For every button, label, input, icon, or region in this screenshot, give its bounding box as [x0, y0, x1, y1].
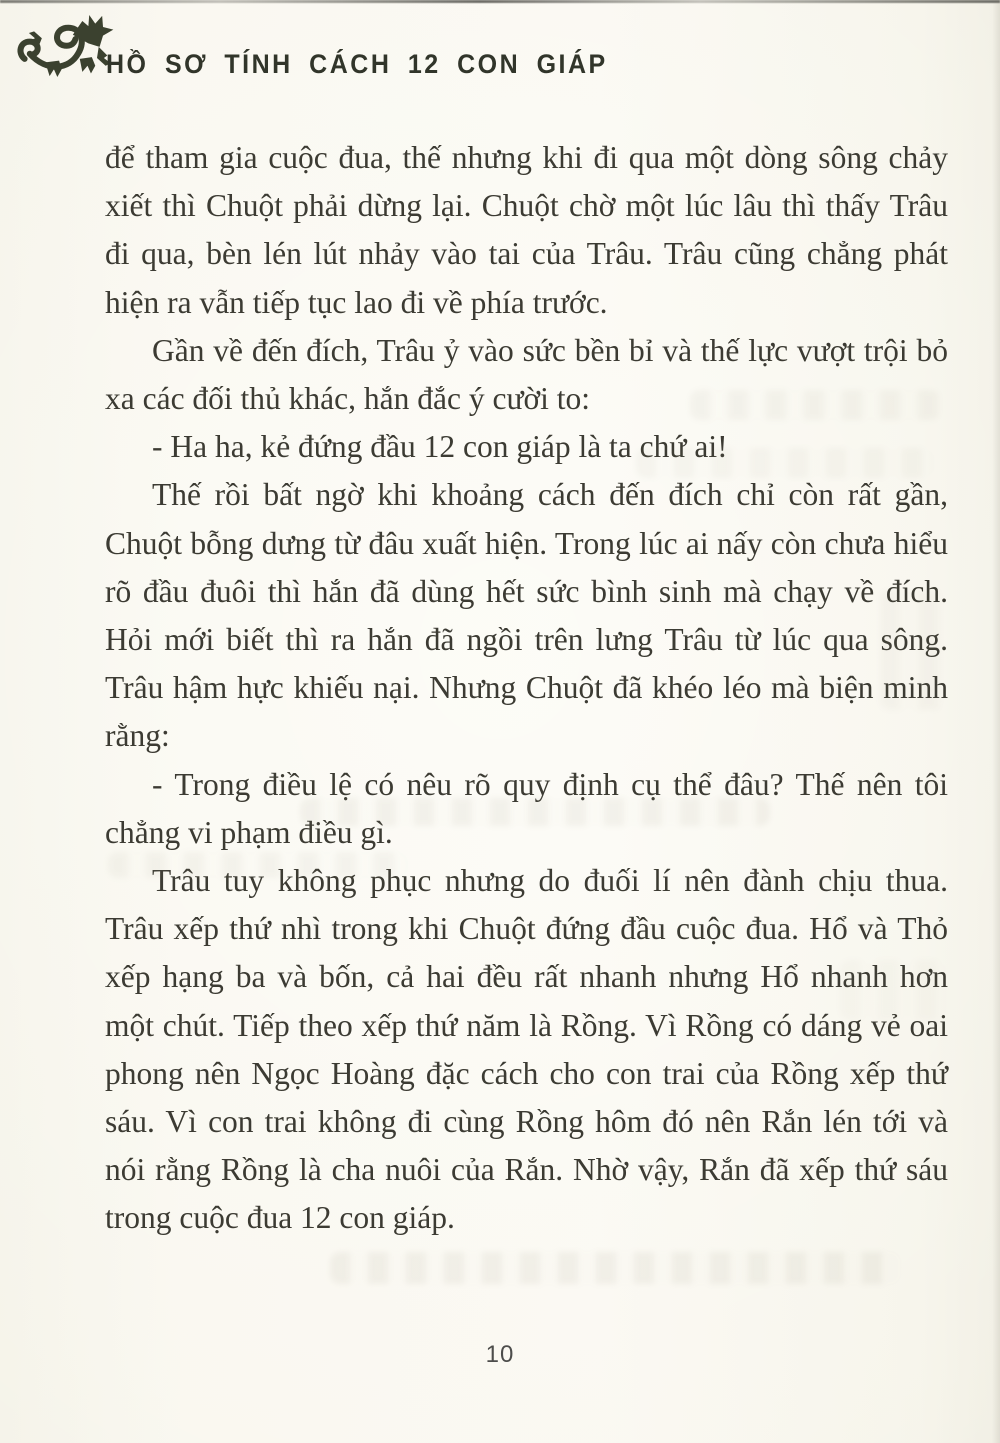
paragraph-dialogue: - Trong điều lệ có nêu rõ quy định cụ thể đâu? Thế nên tôi chẳng vi phạm điều gì. — [105, 766, 948, 850]
page-number: 10 — [485, 1341, 515, 1368]
running-title: HỒ SƠ TÍNH CÁCH 12 CON GIÁP — [106, 49, 608, 80]
paragraph-dialogue: - Ha ha, kẻ đứng đầu 12 con giáp là ta chứ ai! — [152, 429, 728, 465]
paragraph: Trâu tuy không phục nhưng do đuối lí nên đành chịu thua. Trâu xếp thứ nhì trong khi Chuột đứng đầu cuộc đua. Hổ và Thỏ xếp hạng ba và bốn, cả hai đều rất nhanh nhưng Hổ nhanh hơn một chút. Tiếp theo xếp thứ năm là Rồng. Vì Rồng có dáng vẻ oai phong nên Ngọc Hoàng đặc cách cho con trai của Rồng xếp thứ sáu. Vì con trai không đi cùng Rồng hôm đó nên Rắn lén tới và nói rằng Rồng là cha nuôi của Rắn. Nhờ vậy, Rắn đã xếp thứ sáu trong cuộc đua 12 con giáp. — [105, 863, 948, 1236]
scan-edge-right — [992, 0, 1000, 1443]
page-header — [0, 0, 1000, 120]
paragraph-continuation: để tham gia cuộc đua, thế nhưng khi đi qua một dòng sông chảy xiết thì Chuột phải dừng lại. Chuột chờ một lúc lâu thì thấy Trâu đi qua, bèn lén lút nhảy vào tai của Trâu. Trâu cũng chẳng phát hiện ra vẫn tiếp tục lao đi về phía trước. — [105, 140, 948, 320]
paragraph: Thế rồi bất ngờ khi khoảng cách đến đích chỉ còn rất gần, Chuột bỗng dưng từ đâu xuất hiện. Trong lúc ai nấy còn chưa hiểu rõ đầu đuôi thì hắn đã dùng hết sức bình sinh mà chạy về đích. Hỏi mới biết thì ra hắn đã ngồi trên lưng Trâu từ lúc qua sông. Trâu hậm hực khiếu nại. Nhưng Chuột đã khéo léo mà biện minh rằng: — [105, 477, 948, 754]
paragraph: Gần về đến đích, Trâu ỷ vào sức bền bỉ và thế lực vượt trội bỏ xa các đối thủ khác, hắn đắc ý cười to: — [105, 332, 948, 417]
page-body — [105, 134, 948, 1243]
ink-bleed-artifact — [330, 1252, 900, 1284]
